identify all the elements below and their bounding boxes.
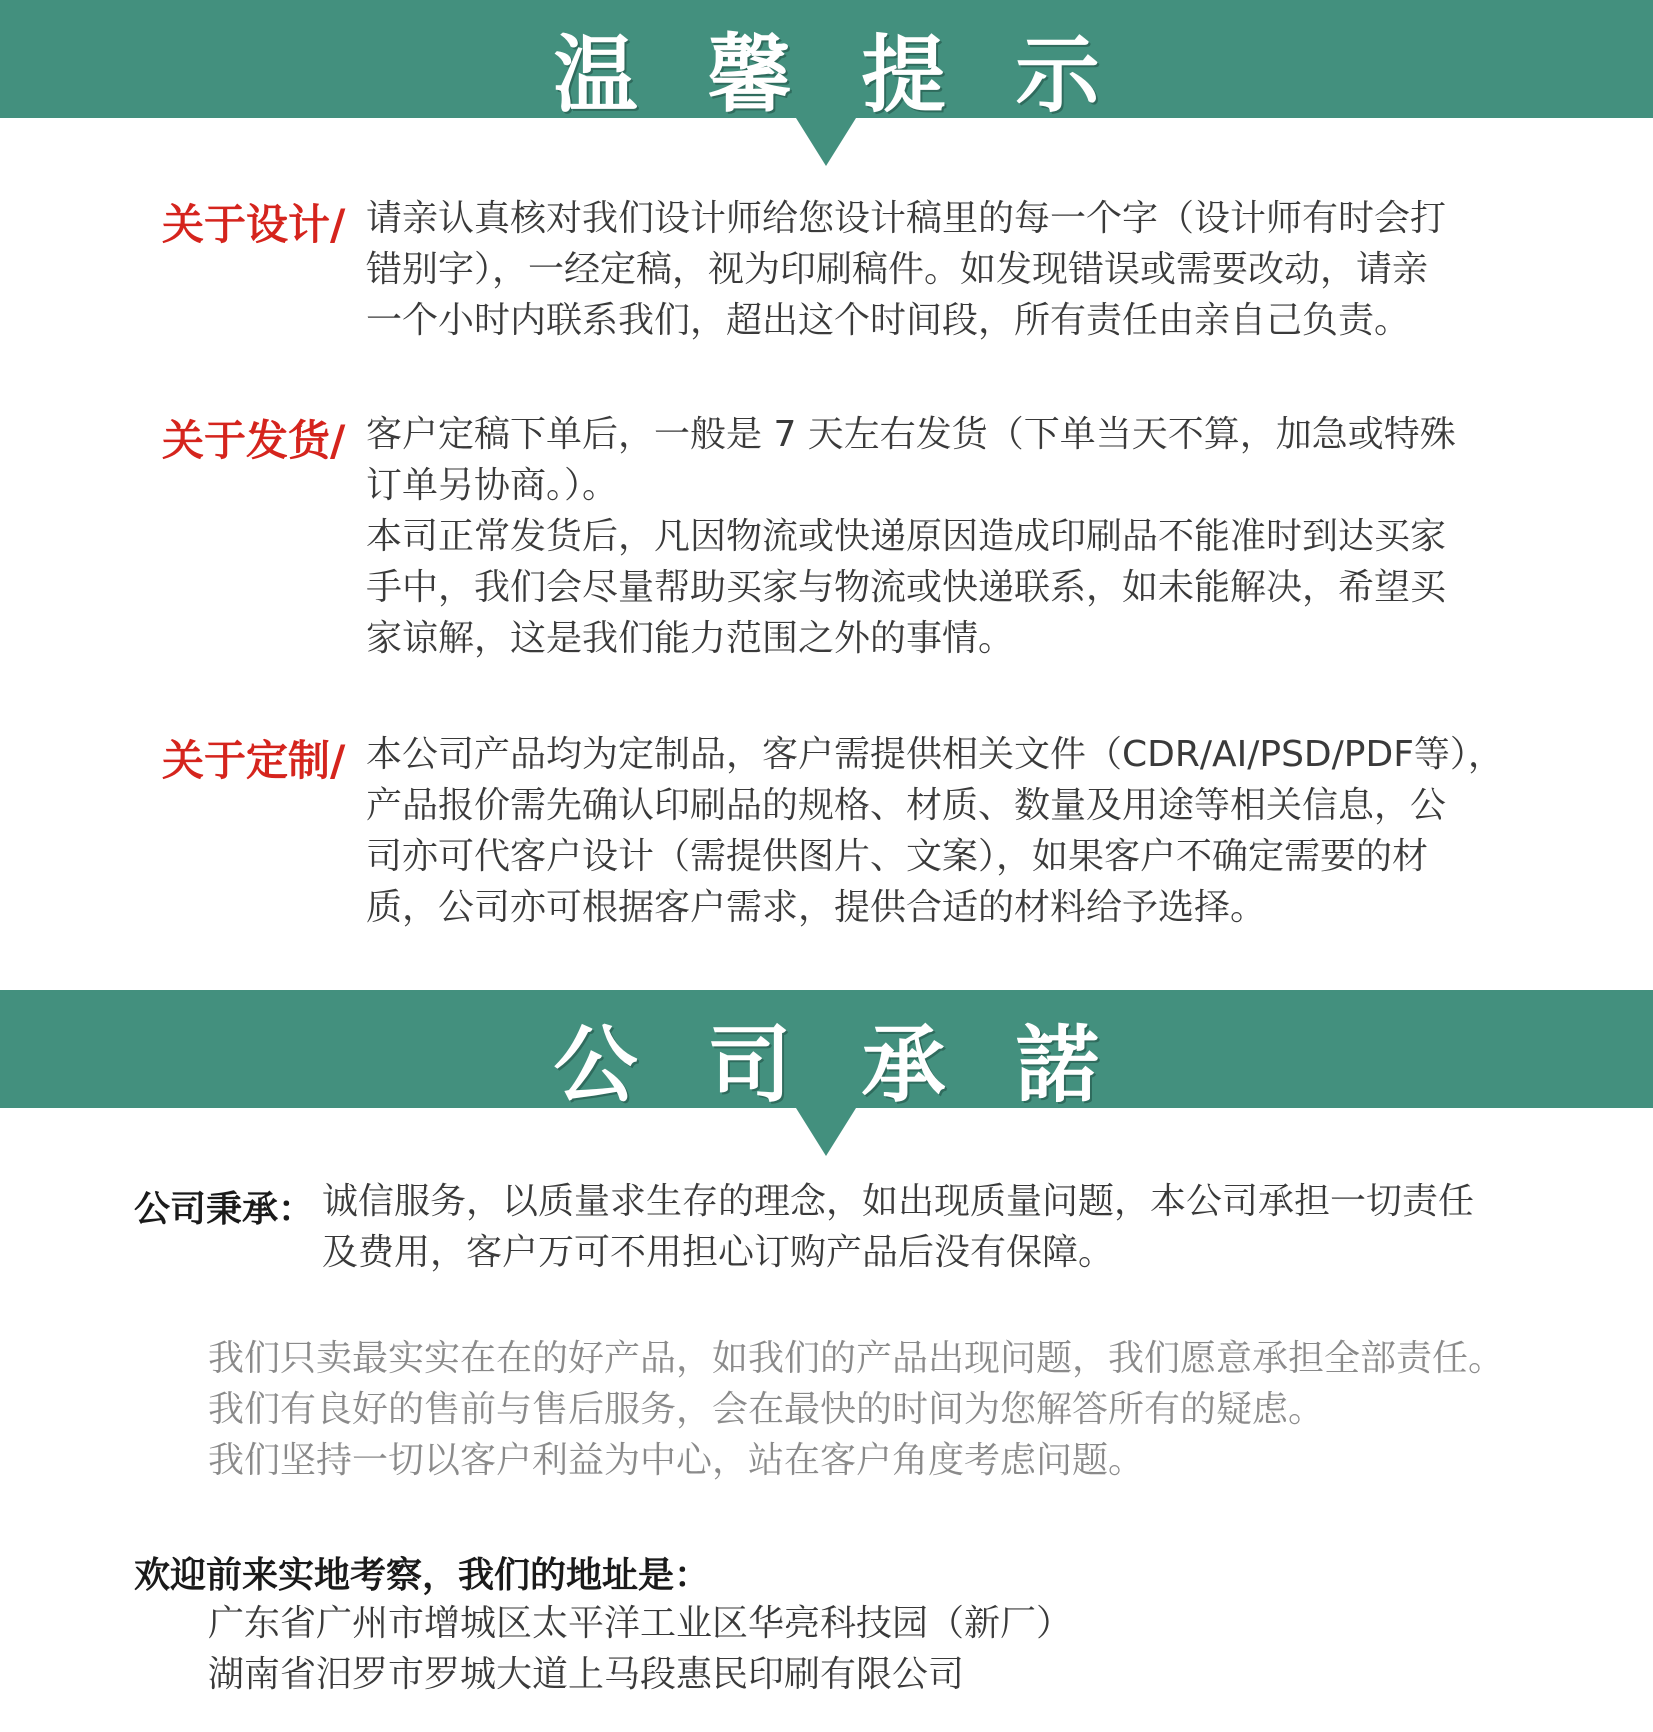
custom-line: 司亦可代客户设计（需提供图片、文案），如果客户不确定需要的材	[366, 836, 1429, 877]
design-line: 请亲认真核对我们设计师给您设计稿里的每一个字（设计师有时会打	[366, 198, 1447, 239]
shipping-line: 家谅解，这是我们能力范围之外的事情。	[366, 618, 1015, 659]
promise-banner	[0, 990, 1653, 1114]
custom-line: 质，公司亦可根据客户需求，提供合适的材料给予选择。	[366, 887, 1267, 928]
visit-heading: 欢迎前来实地考察，我们的地址是：	[134, 1555, 711, 1596]
custom-line: 本公司产品均为定制品，客户需提供相关文件（CDR/AI/PSD/PDF等），	[366, 734, 1504, 775]
commitment-line: 诚信服务，以质量求生存的理念，如出现质量问题，本公司承担一切责任	[322, 1181, 1475, 1222]
tips-banner	[0, 0, 1653, 124]
design-heading: 关于设计/	[162, 200, 346, 249]
promise-banner-title: 公司承諾	[553, 1016, 1170, 1114]
design-line: 一个小时内联系我们，超出这个时间段，所有责任由亲自己负责。	[366, 300, 1411, 341]
custom-text	[366, 729, 1504, 933]
address-item: 湖南省汨罗市罗城大道上马段惠民印刷有限公司	[208, 1654, 965, 1695]
promise-banner-pointer	[796, 1108, 856, 1156]
shipping-heading: 关于发货/	[162, 416, 346, 465]
commitment-line: 及费用，客户万可不用担心订购产品后没有保障。	[322, 1232, 1115, 1273]
shipping-line: 本司正常发货后，凡因物流或快递原因造成印刷品不能准时到达买家	[366, 516, 1447, 557]
promise-item: 我们坚持一切以客户利益为中心，站在客户角度考虑问题。	[208, 1440, 1145, 1481]
shipping-line: 手中，我们会尽量帮助买家与物流或快递联系，如未能解决，希望买	[366, 567, 1447, 608]
shipping-line: 客户定稿下单后，一般是 7 天左右发货（下单当天不算，加急或特殊	[366, 414, 1456, 455]
address-list	[208, 1598, 1072, 1700]
design-line: 错别字），一经定稿，视为印刷稿件。如发现错误或需要改动，请亲	[366, 249, 1429, 290]
promise-list	[208, 1333, 1504, 1486]
promise-item: 我们有良好的售前与售后服务，会在最快的时间为您解答所有的疑虑。	[208, 1389, 1325, 1430]
shipping-text	[366, 409, 1456, 664]
custom-heading: 关于定制/	[162, 736, 346, 785]
address-item: 广东省广州市增城区太平洋工业区华亮科技园（新厂）	[208, 1603, 1073, 1644]
commitment-heading: 公司秉承：	[134, 1189, 315, 1230]
tips-banner-title: 温馨提示	[553, 26, 1170, 124]
design-text	[366, 193, 1446, 346]
commitment-text	[322, 1176, 1474, 1278]
shipping-line: 订单另协商。）。	[366, 465, 619, 506]
promise-item: 我们只卖最实实在在的好产品，如我们的产品出现问题，我们愿意承担全部责任。	[208, 1338, 1505, 1379]
tips-banner-pointer	[796, 118, 856, 166]
custom-line: 产品报价需先确认印刷品的规格、材质、数量及用途等相关信息，公	[366, 785, 1447, 826]
